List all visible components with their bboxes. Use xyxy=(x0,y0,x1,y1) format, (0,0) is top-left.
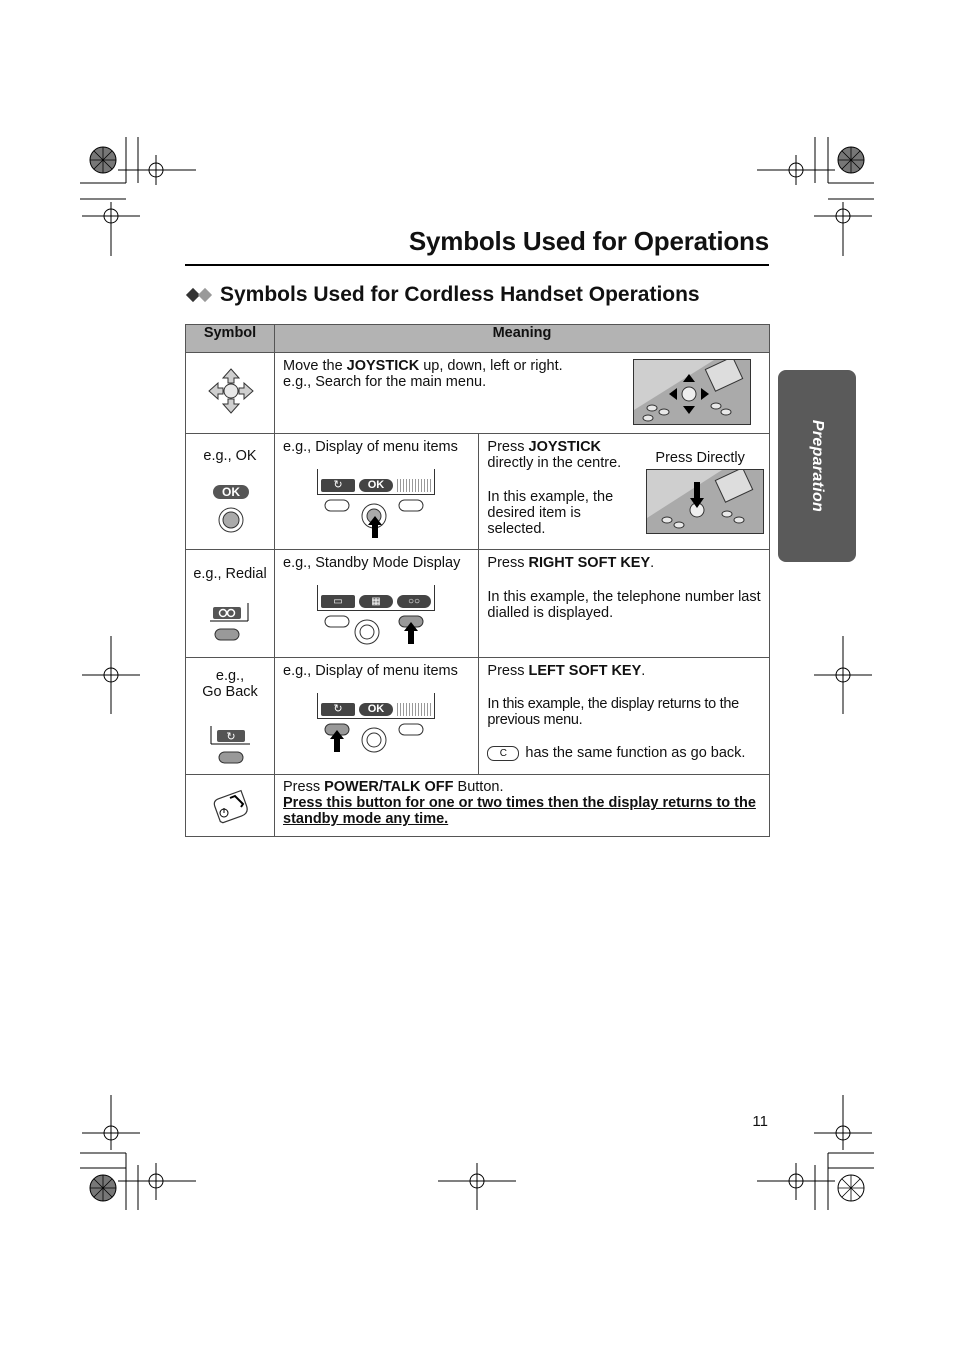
title-rule xyxy=(185,264,769,266)
header-symbol: Symbol xyxy=(186,325,275,353)
standby-display-diagram xyxy=(317,585,435,611)
svg-text:↻: ↻ xyxy=(226,730,236,743)
handset-press-image xyxy=(646,469,764,534)
table-row xyxy=(186,658,770,775)
joystick-icon xyxy=(208,368,254,414)
back-key-icon xyxy=(208,724,254,774)
display-cell: e.g., Display of menu items ↻ OK xyxy=(275,658,479,775)
meaning-cell: Move the JOYSTICK up, down, left or right. e.g., Search for the main menu. xyxy=(275,353,770,434)
joystick-press-icon xyxy=(216,505,246,535)
ok-softkey-label: OK xyxy=(359,479,393,492)
menu-display-diagram xyxy=(317,693,435,719)
display-cell: e.g., Display of menu items ↻ OK xyxy=(275,434,479,550)
side-tab-label: Preparation xyxy=(809,419,826,513)
menu-softkey-icon: ▦ xyxy=(359,595,393,608)
symbol-cell xyxy=(186,353,275,434)
diamond-bullets-icon xyxy=(186,286,216,304)
menu-display-diagram xyxy=(317,469,435,495)
section-heading-text: Symbols Used for Cordless Handset Operations xyxy=(220,283,700,306)
page-title: Symbols Used for Operations xyxy=(408,226,769,256)
handset-keys-diagram xyxy=(315,498,445,548)
display-cell: e.g., Standby Mode Display ▭ ▦ ○○ xyxy=(275,550,479,658)
symbol-cell xyxy=(186,775,275,837)
meaning-cell: Press POWER/TALK OFF Button. Press this button for one or two times then the display returns to the standby mode any time. xyxy=(275,775,770,837)
section-heading xyxy=(186,283,700,307)
side-tab xyxy=(778,370,856,562)
blank-softkey-label xyxy=(397,703,431,716)
warning-text: Press this button for one or two times then the display returns to the standby mode any time. xyxy=(283,795,756,827)
phonebook-softkey-icon: ▭ xyxy=(321,595,355,608)
description-cell: Press LEFT SOFT KEY. In this example, the display returns to the previous menu. C has the same function as go back. xyxy=(479,658,770,775)
table-row xyxy=(186,434,770,550)
symbol-cell: e.g., Go Back ↻ xyxy=(186,658,275,775)
redial-key-icon xyxy=(208,601,254,651)
table-header-row xyxy=(186,325,770,353)
power-talk-off-icon xyxy=(213,789,249,825)
operations-table xyxy=(185,324,770,837)
symbol-cell: e.g., Redial xyxy=(186,550,275,658)
symbol-cell: e.g., OK OK xyxy=(186,434,275,550)
image-caption: Press Directly xyxy=(655,450,745,466)
table-row xyxy=(186,550,770,658)
redial-softkey-icon: ○○ xyxy=(397,595,431,608)
back-softkey-label-icon: ↻ xyxy=(321,479,355,492)
table-row xyxy=(186,775,770,837)
ok-softkey-label: OK xyxy=(359,703,393,716)
page-number: 11 xyxy=(752,1113,768,1130)
blank-softkey-label xyxy=(397,479,431,492)
header-meaning: Meaning xyxy=(275,325,770,353)
handset-keys-diagram xyxy=(315,614,445,664)
handset-keys-diagram xyxy=(315,722,445,772)
description-cell: Press RIGHT SOFT KEY. In this example, the telephone number last dialled is displayed. xyxy=(479,550,770,658)
c-key-icon: C xyxy=(487,746,519,761)
handset-joystick-image xyxy=(633,359,751,425)
description-cell: Press JOYSTICK directly in the centre. In this example, the desired item is selected. Press Directly xyxy=(479,434,770,550)
ok-key-icon: OK xyxy=(213,485,249,499)
back-softkey-label-icon: ↻ xyxy=(321,703,355,716)
table-row xyxy=(186,353,770,434)
